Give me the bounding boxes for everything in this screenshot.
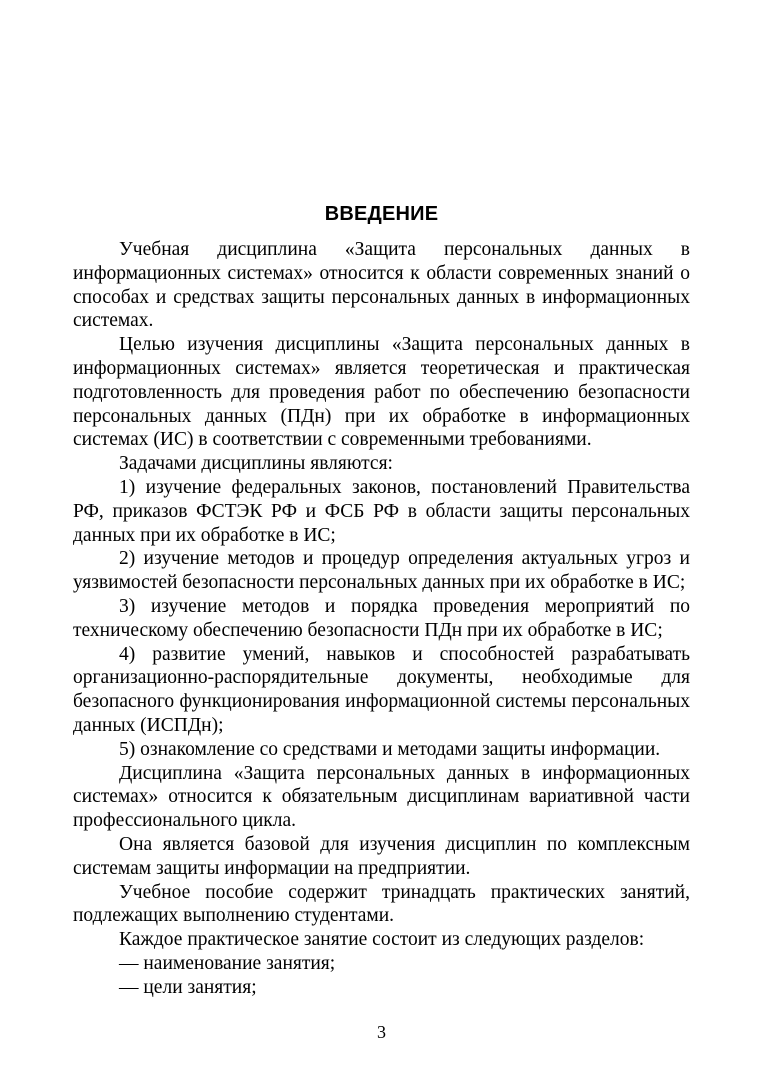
list-item: 3) изучение методов и порядка проведения мероприятий по техническому обеспечению безопасности ПДн при их обработке в ИС; xyxy=(73,595,690,641)
paragraph: Она является базовой для изучения дисциплин по комплексным системам защиты информации на предприятии. xyxy=(73,833,690,879)
list-item: 4) развитие умений, навыков и способностей разрабатывать организационно-распорядительные документы, необходимые для безопасного функционирования информационной системы персональных данных (ИСПДн); xyxy=(73,643,690,736)
body-text xyxy=(73,238,690,1000)
paragraph: Каждое практическое занятие состоит из следующих разделов: xyxy=(119,929,645,951)
paragraph: Учебное пособие содержит тринадцать практических занятий, подлежащих выполнению студентами. xyxy=(73,881,690,927)
paragraph: Дисциплина «Защита персональных данных в информационных системах» относится к обязательным дисциплинам вариативной части профессионального цикла. xyxy=(73,762,690,832)
list-item: 2) изучение методов и процедур определения актуальных угроз и уязвимостей безопасности персональных данных при их обработке в ИС; xyxy=(73,548,690,594)
paragraph: Учебная дисциплина «Защита персональных данных в информационных системах» относится к области современных знаний о способах и средствах защиты персональных данных в информационных системах. xyxy=(73,239,690,332)
paragraph: Целью изучения дисциплины «Защита персональных данных в информационных системах» является теоретическая и практическая подготовленность для проведения работ по обеспечению безопасности персональных данных (ПДн) при их обработке в информационных системах (ИС) в соответствии с современными требованиями. xyxy=(73,334,690,451)
section-heading: ВВЕДЕНИЕ xyxy=(324,203,439,225)
list-item: — цели занятия; xyxy=(119,976,257,998)
list-item: 1) изучение федеральных законов, постановлений Правительства РФ, приказов ФСТЭК РФ и ФСБ РФ в области защиты персональных данных при их обработке в ИС; xyxy=(73,476,690,546)
list-item: — наименование занятия; xyxy=(119,952,336,974)
list-item: 5) ознакомление со средствами и методами защиты информации. xyxy=(119,738,661,760)
page-number: 3 xyxy=(377,1022,386,1042)
paragraph: Задачами дисциплины являются: xyxy=(119,453,393,475)
